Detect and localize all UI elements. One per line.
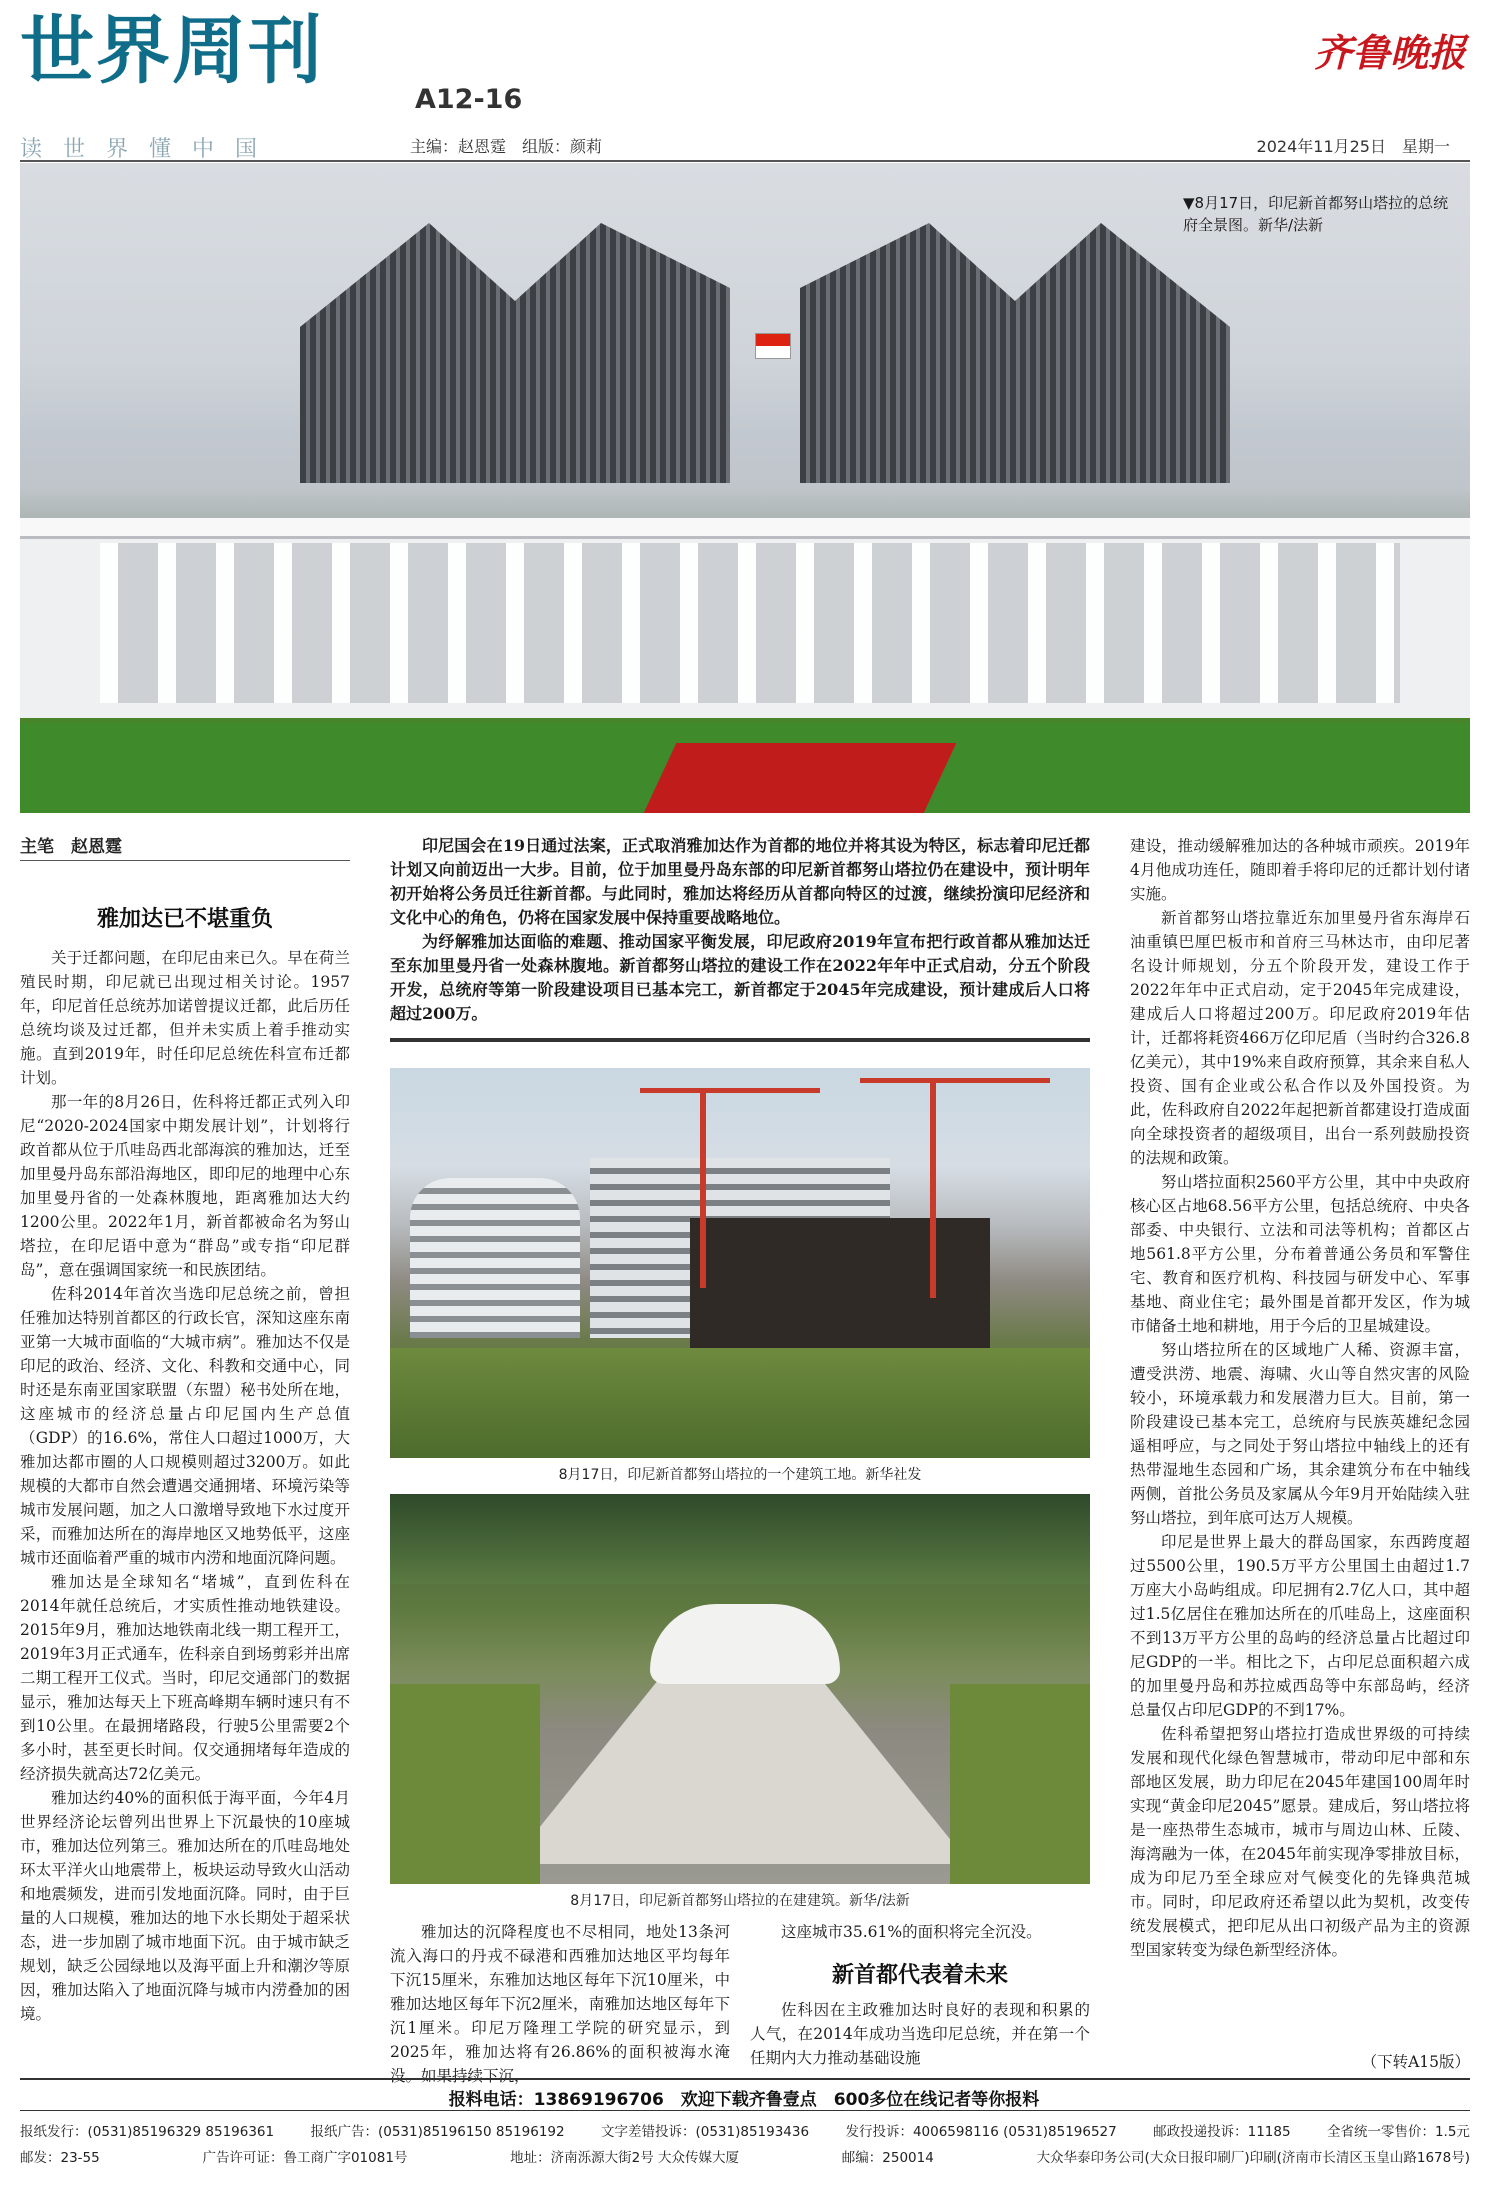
forest — [390, 1494, 1090, 1584]
footer-item: 广告许可证：鲁工商广字01081号 — [202, 2150, 408, 2166]
continued-note: （下转A15版） — [1361, 2053, 1470, 2071]
dome-building — [650, 1604, 840, 1684]
paragraph: 雅加达的沉降程度也不尽相同，地处13条河流入海口的丹戎不碌港和西雅加达地区平均每年下沉15厘米，东雅加达地区每年下沉10厘米，中雅加达地区每年下沉2厘米，南雅加达地区每年下沉1厘米。印尼万隆理工学院的研究显示，到2025年，雅加达将有26.86%的面积被海水淹没。如果持续下沉， — [390, 1923, 730, 2085]
photo3-caption: 8月17日，印尼新首都努山塔拉的在建建筑。新华/法新 — [570, 1893, 910, 1909]
crane-boom — [860, 1078, 1050, 1083]
footer-publishing — [20, 2146, 1470, 2166]
issue-date: 2024年11月25日 星期一 — [1256, 137, 1450, 156]
footer-item: 邮编：250014 — [841, 2150, 934, 2166]
footer-item: 报纸广告：(0531)85196150 85196192 — [310, 2124, 565, 2140]
paragraph: 那一年的8月26日，佐科将迁都正式列入印尼“2020-2024国家中期发展计划”，计划将行政首都从位于爪哇岛西北部海滨的雅加达，迁至加里曼丹岛东部沿海地区，即印尼的地理中心东加里曼丹省的一处森林腹地，距离雅加达大约1200公里。2022年1月，新首都被命名为努山塔拉，在印尼语中意为“群岛”或专指“印尼群岛”，意在强调国家统一和民族团结。 — [20, 1093, 350, 1279]
plaza — [510, 1664, 970, 1864]
hero-caption: ▼8月17日，印尼新首都努山塔拉的总统府全景图。新华/法新 — [1183, 194, 1449, 234]
footer-item: 文字差错投诉：(0531)85193436 — [600, 2124, 810, 2140]
byline-rule — [20, 860, 350, 861]
footer-item: 邮发：23-55 — [20, 2150, 100, 2166]
byline: 主笔 赵恩霆 — [20, 837, 122, 857]
paragraph: 努山塔拉所在的区域地广人稀、资源丰富，遭受洪涝、地震、海啸、火山等自然灾害的风险较小，环境承载力和发展潜力巨大。目前，第一阶段建设已基本完工，总统府与民族英雄纪念园遥相呼应，与之同处于努山塔拉中轴线上的还有热带湿地生态园和广场，其余建筑分布在中轴线两侧，首批公务员及家属从今年9月开始陆续入驻努山塔拉，到年底可达万人规模。 — [1130, 1341, 1470, 1527]
flag-icon — [755, 333, 791, 359]
masthead-divider — [20, 160, 1470, 162]
middle-right-para — [750, 1998, 1090, 2070]
dark-structure — [690, 1218, 990, 1358]
newspaper-logo: 齐鲁晚报 — [1313, 30, 1466, 75]
palace-columns — [100, 543, 1400, 703]
middle-left-text — [390, 1920, 730, 2088]
footer-item: 报纸发行：(0531)85196329 85196361 — [20, 2124, 275, 2140]
lead-block — [390, 834, 1090, 1026]
page-number: A12-16 — [415, 84, 523, 115]
garuda-wing-left — [300, 223, 730, 483]
paragraph: 佐科2014年首次当选印尼总统之前，曾担任雅加达特别首都区的行政长官，深知这座东南亚第一大城市面临的“大城市病”。雅加达不仅是印尼的政治、经济、文化、科教和交通中心，同时还是东南亚国家联盟（东盟）秘书处所在地，这座城市的经济总量占印尼国内生产总值（GDP）的16.6%，常住人口超过1000万，大雅加达都市圈的人口规模则超过3200万。如此规模的大都市自然会遭遇交通拥堵、环境污染等城市发展问题，加之人口激增导致地下水过度开采，而雅加达所在的海岸地区又地势低平，这座城市还面临着严重的城市内涝和地面沉降问题。 — [20, 1285, 350, 1567]
lead-paragraph: 印尼国会在19日通过法案，正式取消雅加达作为首都的地位并将其设为特区，标志着印尼迁都计划又向前迈出一大步。目前，位于加里曼丹岛东部的印尼新首都努山塔拉仍在建设中，预计明年初开始将公务员迁往新首都。与此同时，雅加达将经历从首都向特区的过渡，继续扮演印尼经济和文化中心的角色，仍将在国家发展中保持重要战略地位。 — [390, 836, 1090, 927]
footer-divider — [20, 2078, 1470, 2080]
crane-icon — [700, 1088, 706, 1288]
construction-site-photo — [390, 1068, 1090, 1458]
footer-item: 发行投诉：4006598116 (0531)85196527 — [845, 2124, 1117, 2140]
landscape — [390, 1348, 1090, 1458]
news-hotline: 报料电话：13869196706 欢迎下载齐鲁壹点 600多位在线记者等你报料 — [448, 2090, 1040, 2110]
editors-credit: 主编：赵恩霆 组版：颜莉 — [410, 137, 603, 156]
paragraph: 这座城市35.61%的面积将完全沉没。 — [781, 1923, 1042, 1941]
paragraph: 佐科希望把努山塔拉打造成世界级的可持续发展和现代化绿色智慧城市，带动印尼中部和东部地区发展，助力印尼在2045年建国100周年时实现“黄金印尼2045”愿景。建成后，努山塔拉将是一座热带生态城市，城市与周边山林、丘陵、海湾融为一体，在2045年前实现净零排放目标，成为印尼乃至全球应对气候变化的先锋典范城市。同时，印尼政府还希望以此为契机，改变传统发展模式，把印尼从出口初级产品为主的资源型国家转变为绿色新型经济体。 — [1130, 1725, 1470, 1959]
footer-item: 大众华泰印务公司(大众日报印刷厂)印刷(济南市长清区玉皇山路1678号) — [1036, 2150, 1470, 2166]
middle-right-text — [750, 1920, 1090, 1944]
paragraph: 关于迁都问题，在印尼由来已久。早在荷兰殖民时期，印尼就已出现过相关讨论。1957年，印尼首任总统苏加诺曾提议迁都，此后历任总统均谈及过迁都，但并未实质上着手推动实施。直到2019年，时任印尼总统佐科宣布迁都计划。 — [20, 949, 350, 1087]
paragraph: 雅加达是全球知名“堵城”，直到佐科在2014年就任总统后，才实质性推动地铁建设。2015年9月，雅加达地铁南北线一期工程开工，2019年3月正式通车，佐科亲自到场剪彩并出席二期工程开工仪式。当时，印尼交通部门的数据显示，雅加达每天上下班高峰期车辆时速只有不到10公里。在最拥堵路段，行驶5公里需要2个多小时，甚至更长时间。仅交通拥堵每年造成的经济损失就高达72亿美元。 — [20, 1573, 350, 1783]
garuda-wing-right — [800, 223, 1230, 483]
paragraph: 雅加达约40%的面积低于海平面，今年4月世界经济论坛曾列出世界上下沉最快的10座城市，雅加达位列第三。雅加达所在的爪哇岛地处环太平洋火山地震带上，板块运动导致火山活动和地震频发，进而引发地面沉降。同时，由于巨量的人口规模，雅加达的地下水长期处于超采状态，进一步加剧了城市地面下沉。由于城市缺乏规划，缺乏公园绿地以及海平面上升和潮汐等原因，雅加达陷入了地面沉降与城市内涝叠加的困境。 — [20, 1789, 350, 2023]
section-heading-2: 新首都代表着未来 — [831, 1962, 1008, 1988]
masthead-title: 世界周刊 — [20, 8, 324, 94]
paragraph: 新首都努山塔拉靠近东加里曼丹省东海岸石油重镇巴厘巴板市和首府三马林达市，由印尼著名设计师规划，分五个阶段开发，建设工作于2022年年中正式启动，定于2045年完成建设，建成后人口将超过200万。印尼政府2019年估计，迁都将耗资466万亿印尼盾（当时约合326.8亿美元），其中19%来自政府预算，其余来自私人投资、国有企业或公私合作以及外国投资。为此，佐科政府自2022年起把新首都建设打造成面向全球投资者的超级项目，出台一系列鼓励投资的法规和政策。 — [1130, 909, 1470, 1167]
paragraph: 努山塔拉面积2560平方公里，其中中央政府核心区占地68.56平方公里，包括总统府、中央各部委、中央银行、立法和司法等机构；首都区占地561.8平方公里，分布着普通公务员和军警住宅、教育和医疗机构、科技园与研发中心、军事基地、商业住宅；最外围是首都开发区，作为城市储备土地和耕地，用于今后的卫星城建设。 — [1130, 1173, 1470, 1335]
lawn-left — [390, 1684, 540, 1884]
curved-building — [410, 1178, 580, 1338]
section-heading-1: 雅加达已不堪重负 — [96, 906, 273, 932]
palace-deck — [20, 518, 1470, 539]
paragraph: 印尼是世界上最大的群岛国家，东西跨度超过5500公里，190.5万平方公里国土由超过1.7万座大小岛屿组成。印尼拥有2.7亿人口，其中超过1.5亿居住在雅加达所在的爪哇岛上，这座面积不到13万平方公里的岛屿的经济总量占比超过印尼GDP的一半。相比之下，占印尼总面积超六成的加里曼丹岛和苏拉威西岛等中东部岛屿，经济总量仅占印尼GDP的不到17%。 — [1130, 1533, 1470, 1719]
middle-divider — [390, 1038, 1090, 1042]
footer-item: 邮政投递投诉：11185 — [1153, 2124, 1291, 2140]
footer-divider — [20, 2110, 1470, 2111]
lead-paragraph: 为纾解雅加达面临的难题、推动国家平衡发展，印尼政府2019年宣布把行政首都从雅加达迁至东加里曼丹省一处森林腹地。新首都努山塔拉的建设工作在2022年年中正式启动，分五个阶段开发，总统府等第一阶段建设项目已基本完工，新首都定于2045年完成建设，预计建成后人口将超过200万。 — [390, 932, 1090, 1023]
left-column — [20, 946, 350, 2026]
crane-boom — [640, 1088, 820, 1093]
paragraph: 佐科因在主政雅加达时良好的表现和积累的人气，在2014年成功当选印尼总统，并在第一个任期内大力推动基础设施 — [750, 2001, 1090, 2067]
crane-icon — [930, 1078, 936, 1298]
section-slogan: 读世界懂中国 — [20, 137, 279, 162]
photo2-caption: 8月17日，印尼新首都努山塔拉的一个建筑工地。新华社发 — [558, 1467, 922, 1483]
footer-item: 全省统一零售价：1.5元 — [1326, 2124, 1470, 2140]
hero-photo — [20, 163, 1470, 813]
footer-item: 地址：济南泺源大街2号 大众传媒大厦 — [510, 2150, 740, 2166]
red-carpet — [644, 743, 957, 813]
aerial-building-photo — [390, 1494, 1090, 1884]
footer-contacts — [20, 2120, 1470, 2140]
lawn-right — [950, 1684, 1090, 1884]
paragraph: 建设，推动缓解雅加达的各种城市顽疾。2019年4月他成功连任，随即着手将印尼的迁都计划付诸实施。 — [1130, 837, 1470, 903]
right-column — [1130, 834, 1470, 1962]
